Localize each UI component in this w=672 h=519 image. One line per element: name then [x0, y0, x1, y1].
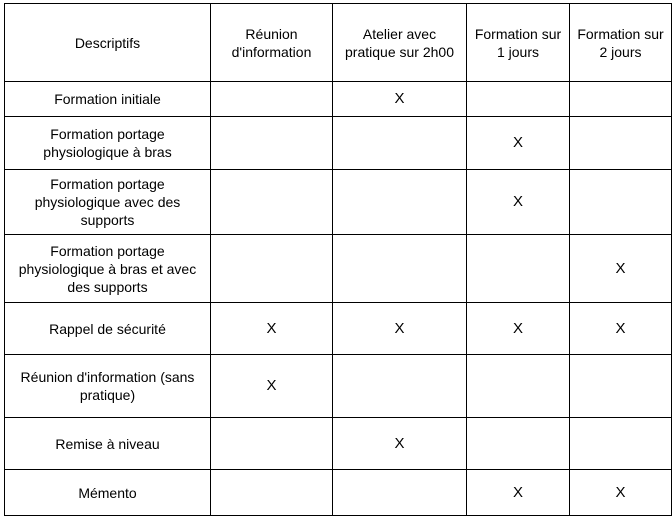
header-reunion-information: Réunion d'information [211, 4, 333, 82]
cell-formation-1-jour: X [467, 303, 570, 355]
cell-formation-1-jour [467, 82, 570, 117]
cell-formation-2-jours: X [570, 303, 672, 355]
cell-formation-1-jour [467, 355, 570, 418]
cell-atelier [333, 117, 467, 170]
cell-reunion [211, 82, 333, 117]
cell-reunion [211, 170, 333, 235]
row-label: Remise à niveau [5, 418, 211, 470]
cell-reunion [211, 117, 333, 170]
row-label: Formation initiale [5, 82, 211, 117]
table-row [5, 117, 672, 170]
table-row [5, 418, 672, 470]
cell-reunion [211, 235, 333, 303]
formation-table [4, 3, 672, 516]
cell-formation-1-jour: X [467, 170, 570, 235]
table-row [5, 82, 672, 117]
table-row [5, 235, 672, 303]
cell-atelier [333, 470, 467, 516]
cell-formation-2-jours [570, 170, 672, 235]
cell-reunion: X [211, 303, 333, 355]
cell-formation-2-jours [570, 82, 672, 117]
row-label: Mémento [5, 470, 211, 516]
row-label: Formation portage physiologique avec des supports [5, 170, 211, 235]
row-label: Réunion d'information (sans pratique) [5, 355, 211, 418]
cell-formation-2-jours [570, 117, 672, 170]
header-formation-2-jours: Formation sur 2 jours [570, 4, 672, 82]
cell-formation-2-jours [570, 355, 672, 418]
row-label: Formation portage physiologique à bras et avec des supports [5, 235, 211, 303]
cell-atelier [333, 235, 467, 303]
cell-atelier [333, 170, 467, 235]
table-row [5, 470, 672, 516]
table-row [5, 170, 672, 235]
cell-atelier: X [333, 418, 467, 470]
cell-atelier: X [333, 303, 467, 355]
row-label: Formation portage physiologique à bras [5, 117, 211, 170]
table-row [5, 303, 672, 355]
cell-reunion [211, 470, 333, 516]
cell-formation-1-jour [467, 235, 570, 303]
row-label: Rappel de sécurité [5, 303, 211, 355]
cell-atelier [333, 355, 467, 418]
header-formation-1-jour: Formation sur 1 jours [467, 4, 570, 82]
cell-reunion: X [211, 355, 333, 418]
table-row [5, 355, 672, 418]
cell-formation-1-jour: X [467, 117, 570, 170]
cell-formation-1-jour [467, 418, 570, 470]
cell-formation-1-jour: X [467, 470, 570, 516]
cell-reunion [211, 418, 333, 470]
cell-atelier: X [333, 82, 467, 117]
cell-formation-2-jours: X [570, 470, 672, 516]
header-row [5, 4, 672, 82]
cell-formation-2-jours: X [570, 235, 672, 303]
header-atelier-pratique: Atelier avec pratique sur 2h00 [333, 4, 467, 82]
cell-formation-2-jours [570, 418, 672, 470]
header-descriptifs: Descriptifs [5, 4, 211, 82]
